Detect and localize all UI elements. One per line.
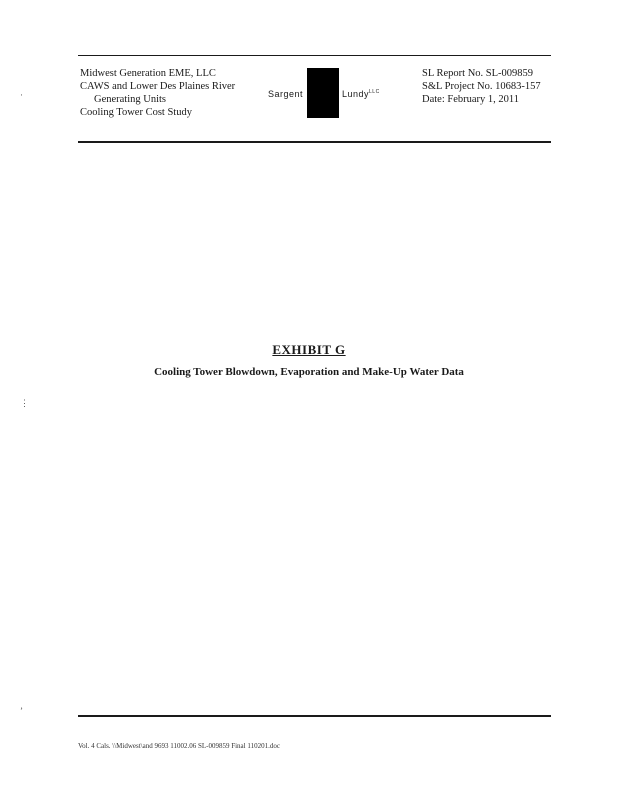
- footer-file-path: Vol. 4 Cals. \\Midwest\and 9693 11002.06 SL-009859 Final 110201.doc: [78, 742, 280, 750]
- header-left-block: [80, 67, 235, 119]
- header-right-block: [422, 67, 541, 106]
- scan-margin-mark: ⋮: [20, 398, 29, 408]
- header-company: Midwest Generation EME, LLC: [80, 68, 216, 79]
- header-bottom-rule: [78, 141, 551, 143]
- exhibit-title: EXHIBIT G: [272, 342, 346, 357]
- scan-margin-mark: ‍·: [20, 90, 23, 100]
- logo-text-right: Lundy$^{LLC}$: [342, 89, 380, 99]
- exhibit-subtitle: Cooling Tower Blowdown, Evaporation and Make-Up Water Data: [154, 366, 464, 378]
- sargent-lundy-logo: [266, 68, 396, 118]
- header-project-line1: CAWS and Lower Des Plaines River: [80, 81, 236, 92]
- header-project-line2: Generating Units: [94, 94, 167, 105]
- header-top-rule: [78, 55, 551, 56]
- header-project-number: S&L Project No. 10683-157: [422, 81, 541, 92]
- header-date: Date: February 1, 2011: [422, 94, 520, 105]
- scan-margin-mark: ’: [20, 706, 23, 716]
- logo-redaction-block: [307, 68, 339, 118]
- header-report-number: SL Report No. SL-009859: [422, 68, 534, 79]
- footer-rule: [78, 715, 551, 717]
- header-study-name: Cooling Tower Cost Study: [80, 107, 192, 118]
- logo-text-left: Sargent: [268, 89, 304, 99]
